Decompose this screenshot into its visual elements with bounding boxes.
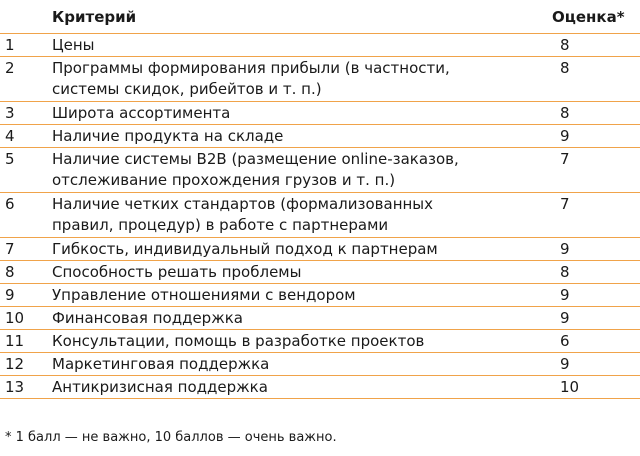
row-score: 9 (560, 355, 570, 373)
row-criterion: Маркетинговая поддержка (52, 355, 270, 373)
row-score: 8 (560, 59, 570, 77)
row-number: 12 (5, 355, 25, 373)
row-criterion: Программы формирования прибыли (в частности, системы скидок, рибейтов и т. п.) (52, 59, 450, 98)
table-row (0, 238, 640, 261)
row-number: 2 (5, 59, 15, 77)
header-score: Оценка* (552, 7, 625, 26)
row-score: 8 (560, 36, 570, 54)
row-number: 8 (5, 263, 15, 281)
header-criterion: Критерий (52, 7, 137, 26)
row-number: 13 (5, 378, 25, 396)
row-criterion: Способность решать проблемы (52, 263, 302, 281)
row-number: 3 (5, 104, 15, 122)
row-number: 5 (5, 150, 15, 168)
row-criterion: Наличие системы B2B (размещение online-заказов, отслеживание прохождения грузов и т. п.) (52, 150, 459, 189)
table-row (0, 148, 640, 193)
table-row (0, 102, 640, 125)
row-score: 9 (560, 286, 570, 304)
table-row (0, 284, 640, 307)
row-criterion: Управление отношениями с вендором (52, 286, 356, 304)
row-score: 7 (560, 150, 570, 168)
row-number: 10 (5, 309, 25, 327)
table-row (0, 353, 640, 376)
row-criterion: Консультации, помощь в разработке проектов (52, 332, 425, 350)
row-number: 1 (5, 36, 15, 54)
table-row (0, 193, 640, 238)
row-score: 9 (560, 127, 570, 145)
row-criterion: Антикризисная поддержка (52, 378, 268, 396)
table-row (0, 307, 640, 330)
footnote: * 1 балл — не важно, 10 баллов — очень важно. (5, 430, 337, 445)
table-header (0, 0, 640, 34)
table-row (0, 125, 640, 148)
row-number: 7 (5, 240, 15, 258)
table-row (0, 376, 640, 399)
row-score: 6 (560, 332, 570, 350)
row-score: 10 (560, 378, 580, 396)
row-criterion: Финансовая поддержка (52, 309, 243, 327)
row-criterion: Широта ассортимента (52, 104, 231, 122)
row-number: 9 (5, 286, 15, 304)
row-number: 4 (5, 127, 15, 145)
table-row (0, 34, 640, 57)
row-score: 7 (560, 195, 570, 213)
row-score: 9 (560, 240, 570, 258)
row-score: 8 (560, 263, 570, 281)
row-number: 11 (5, 332, 25, 350)
row-score: 9 (560, 309, 570, 327)
table-row (0, 261, 640, 284)
table-row (0, 330, 640, 353)
row-number: 6 (5, 195, 15, 213)
table-row (0, 57, 640, 102)
row-criterion: Наличие продукта на складе (52, 127, 284, 145)
table-body (0, 34, 640, 399)
row-criterion: Цены (52, 36, 95, 54)
row-criterion: Наличие четких стандартов (формализованных правил, процедур) в работе с партнерами (52, 195, 434, 234)
row-criterion: Гибкость, индивидуальный подход к партнерам (52, 240, 438, 258)
row-score: 8 (560, 104, 570, 122)
